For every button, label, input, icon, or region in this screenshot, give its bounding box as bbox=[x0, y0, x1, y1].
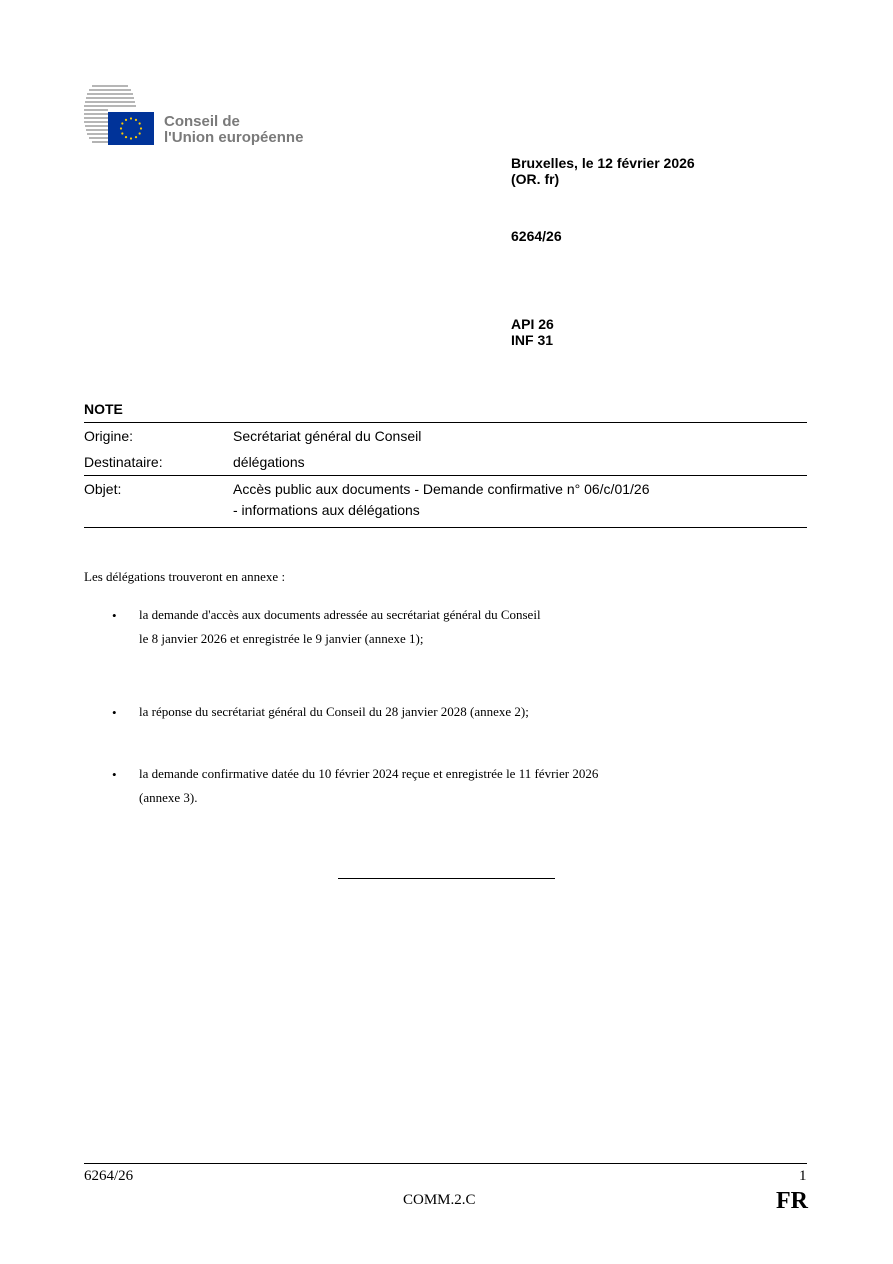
subject-label: Objet: bbox=[84, 481, 122, 497]
eu-star-icon bbox=[135, 136, 137, 138]
code-api: API 26 bbox=[511, 316, 554, 332]
bullet-icon: • bbox=[112, 767, 117, 782]
council-building-icon bbox=[84, 84, 164, 146]
note-title: NOTE bbox=[84, 401, 123, 417]
bullet-icon: • bbox=[112, 608, 117, 623]
subject-line-2: - informations aux délégations bbox=[233, 502, 420, 518]
eu-star-icon bbox=[130, 137, 132, 139]
eu-star-icon bbox=[139, 122, 141, 124]
list-item-line-1: la réponse du secrétariat général du Conseil du 28 janvier 2028 (annexe 2); bbox=[139, 704, 529, 719]
list-item bbox=[139, 700, 529, 724]
language-code: FR bbox=[776, 1188, 808, 1214]
bullet-icon: • bbox=[112, 705, 117, 720]
divider bbox=[84, 422, 807, 423]
list-item-line-1: la demande d'accès aux documents adressée au secrétariat général du Conseil bbox=[139, 607, 541, 622]
list-item bbox=[139, 762, 598, 810]
eu-star-icon bbox=[125, 136, 127, 138]
footer-doc-number: 6264/26 bbox=[84, 1168, 134, 1184]
list-item bbox=[139, 603, 541, 651]
code-inf: INF 31 bbox=[511, 332, 554, 348]
eu-star-icon bbox=[139, 132, 141, 134]
intro-text: Les délégations trouveront en annexe : bbox=[84, 569, 286, 584]
subject-value bbox=[233, 479, 649, 521]
list-item-line-1: la demande confirmative datée du 10 février 2024 reçue et enregistrée le 11 février 2026 bbox=[139, 766, 599, 781]
recipient-value: délégations bbox=[233, 454, 305, 470]
page-number: 1 bbox=[799, 1168, 807, 1184]
end-rule bbox=[338, 878, 555, 879]
place-date: Bruxelles, le 12 février 2026 bbox=[511, 155, 695, 171]
eu-star-icon bbox=[135, 119, 137, 121]
eu-flag-icon bbox=[108, 112, 154, 145]
council-logo bbox=[84, 84, 136, 146]
eu-star-icon bbox=[121, 132, 123, 134]
org-line-1: Conseil de bbox=[164, 113, 240, 130]
list-item-line-2: le 8 janvier 2026 et enregistrée le 9 janvier (annexe 1); bbox=[139, 631, 424, 646]
subject-line-1: Accès public aux documents - Demande confirmative n° 06/c/01/26 bbox=[233, 481, 650, 497]
origin-value: Secrétariat général du Conseil bbox=[233, 428, 422, 444]
eu-star-icon bbox=[120, 127, 122, 129]
divider bbox=[84, 475, 807, 476]
org-line-2: l'Union européenne bbox=[164, 129, 304, 146]
list-item-line-2: (annexe 3). bbox=[139, 790, 198, 805]
eu-star-icon bbox=[125, 119, 127, 121]
origin-label: Origine: bbox=[84, 428, 134, 444]
eu-star-icon bbox=[130, 117, 132, 119]
divider bbox=[84, 527, 807, 528]
organisation-name bbox=[164, 114, 303, 146]
document-number: 6264/26 bbox=[511, 228, 562, 244]
eu-star-icon bbox=[140, 127, 142, 129]
original-language: (OR. fr) bbox=[511, 171, 560, 187]
recipient-label: Destinataire: bbox=[84, 454, 163, 470]
directorate: COMM.2.C bbox=[403, 1192, 476, 1208]
footer-rule bbox=[84, 1163, 807, 1164]
eu-star-icon bbox=[121, 122, 123, 124]
